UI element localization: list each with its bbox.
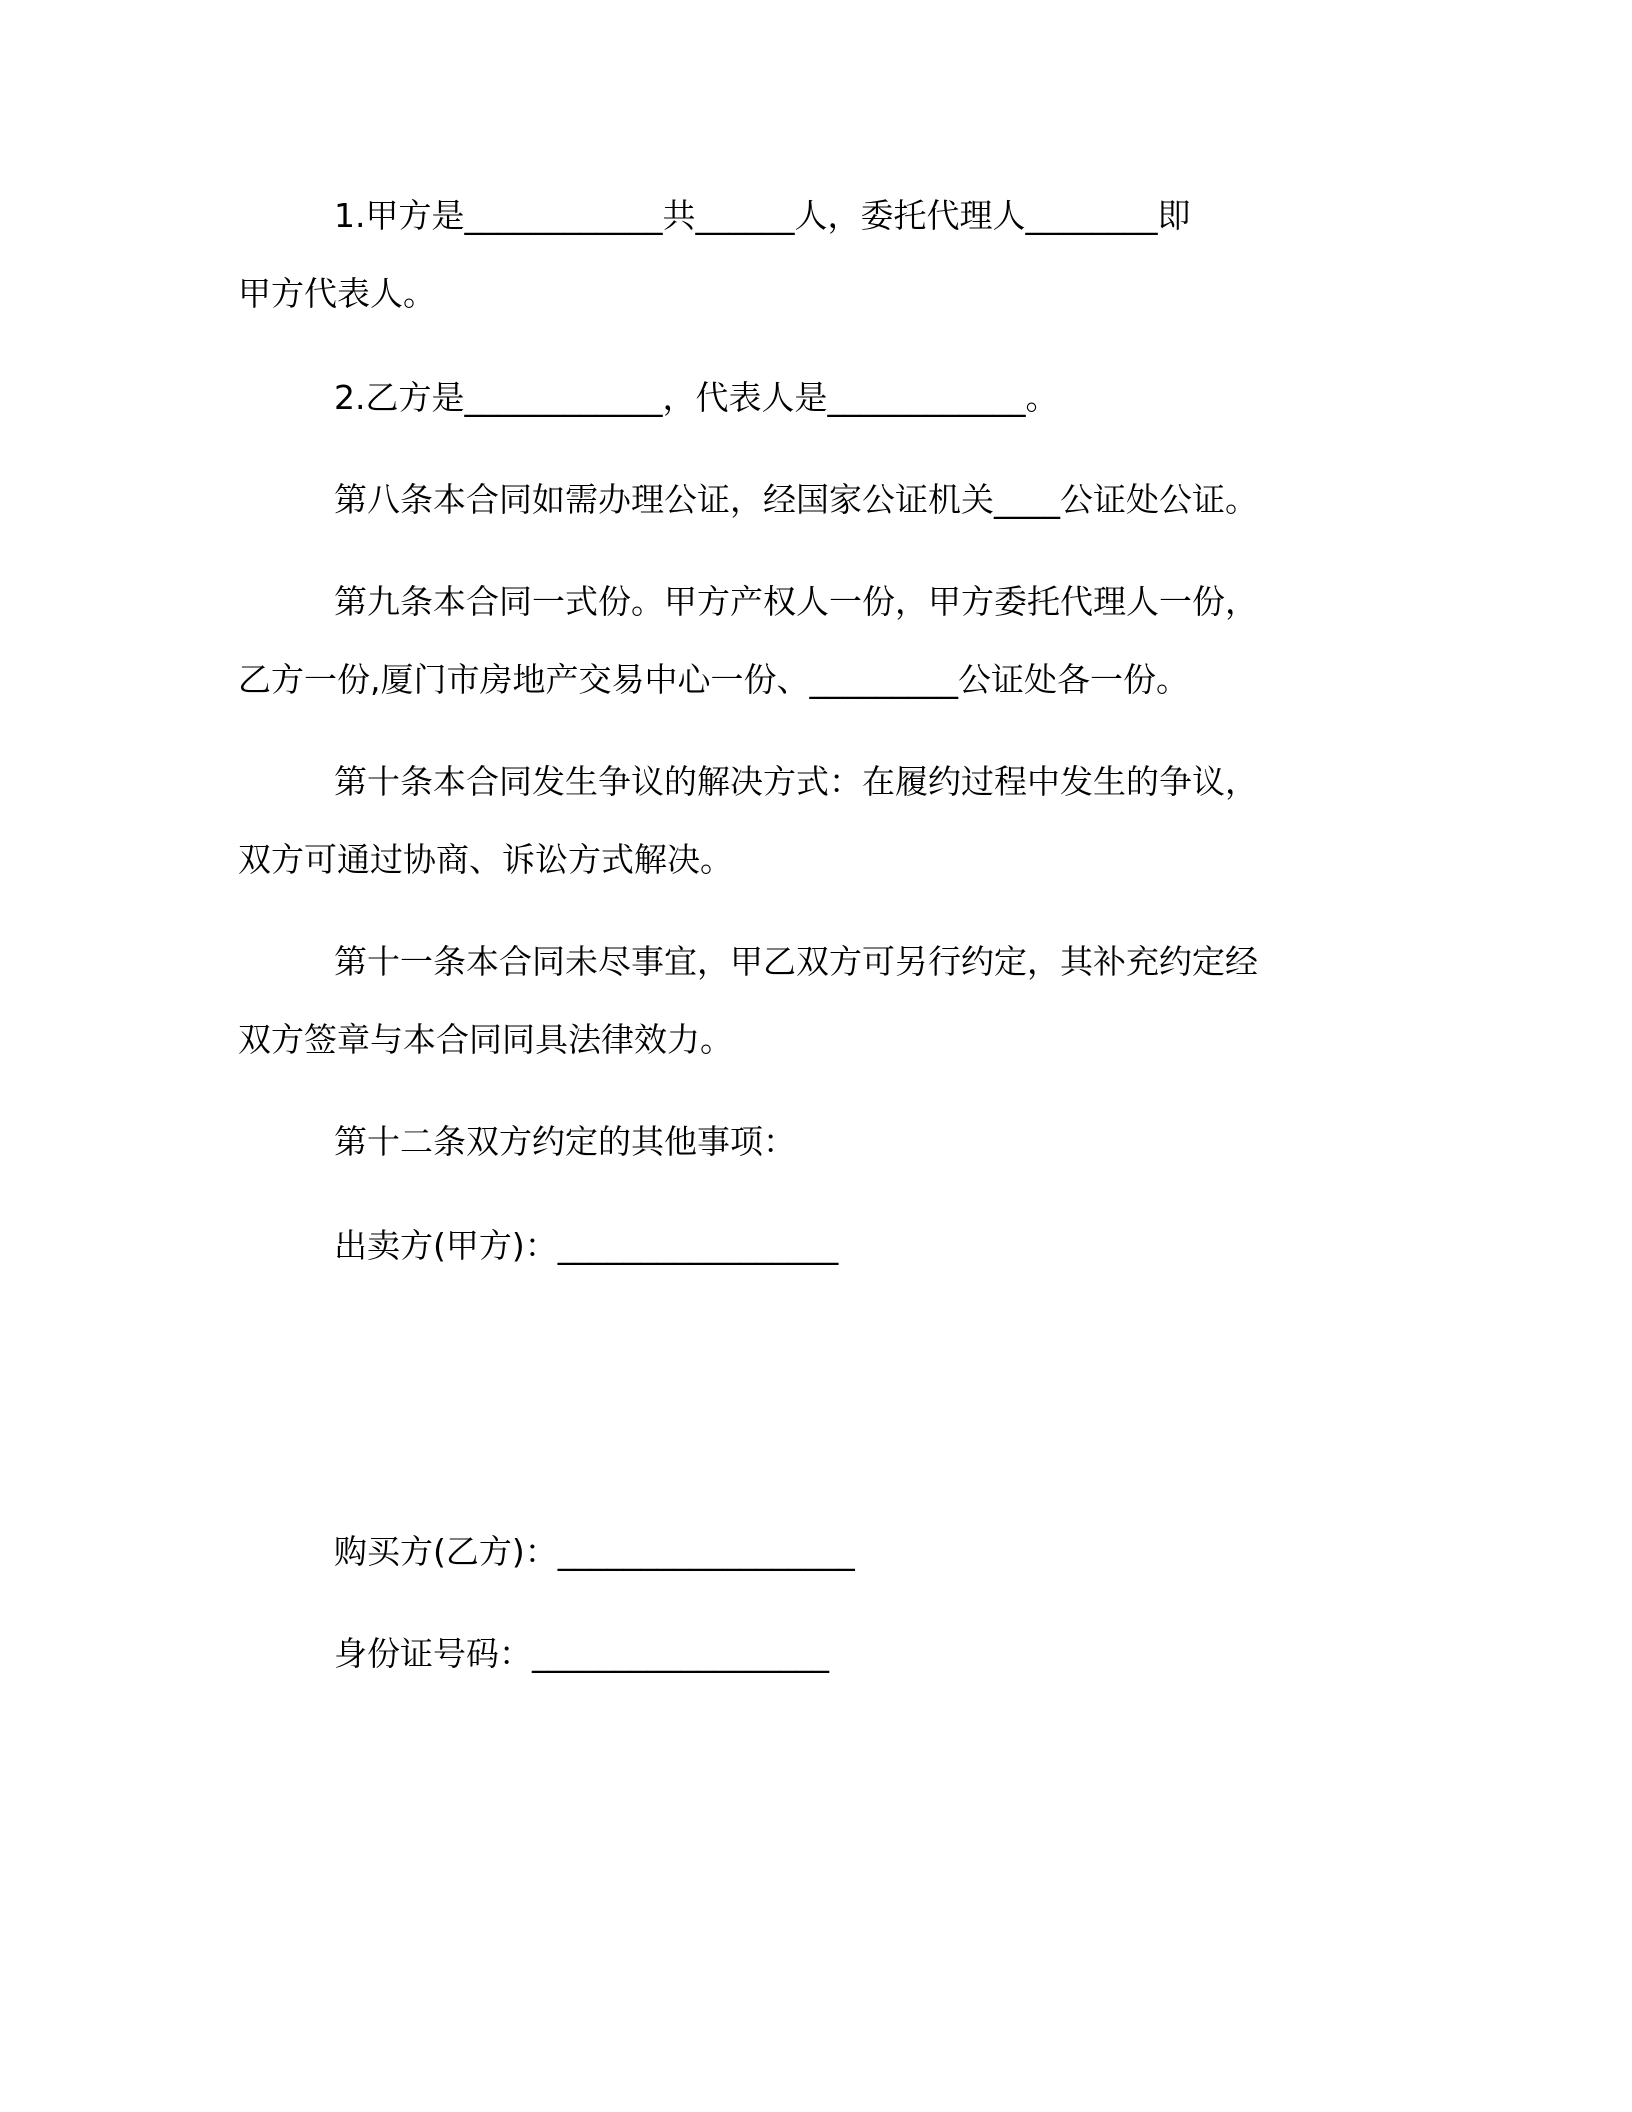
article-9-line-1: 第九条本合同一式份。甲方产权人一份，甲方委托代理人一份， — [334, 582, 1258, 621]
seller-signature-line: 出卖方(甲方)：_________________ — [334, 1226, 839, 1265]
article-11-line-2: 双方签章与本合同同具法律效力。 — [238, 1020, 733, 1059]
article-10-line-1: 第十条本合同发生争议的解决方式：在履约过程中发生的争议， — [334, 762, 1258, 801]
clause-party-a-line-2: 甲方代表人。 — [238, 274, 436, 313]
id-number-line: 身份证号码：__________________ — [334, 1634, 829, 1673]
article-12: 第十二条双方约定的其他事项： — [334, 1122, 796, 1161]
buyer-signature-line: 购买方(乙方)：__________________ — [334, 1532, 855, 1571]
article-11-line-1: 第十一条本合同未尽事宜，甲乙双方可另行约定，其补充约定经 — [334, 942, 1258, 981]
article-10-line-2: 双方可通过协商、诉讼方式解决。 — [238, 840, 733, 879]
clause-party-a-line-1: 1.甲方是____________共______人，委托代理人________即 — [334, 196, 1191, 235]
article-8: 第八条本合同如需办理公证，经国家公证机关____公证处公证。 — [334, 480, 1258, 519]
article-9-line-2: 乙方一份,厦门市房地产交易中心一份、_________公证处各一份。 — [238, 660, 1189, 699]
clause-party-b: 2.乙方是____________，代表人是____________。 — [334, 378, 1059, 417]
